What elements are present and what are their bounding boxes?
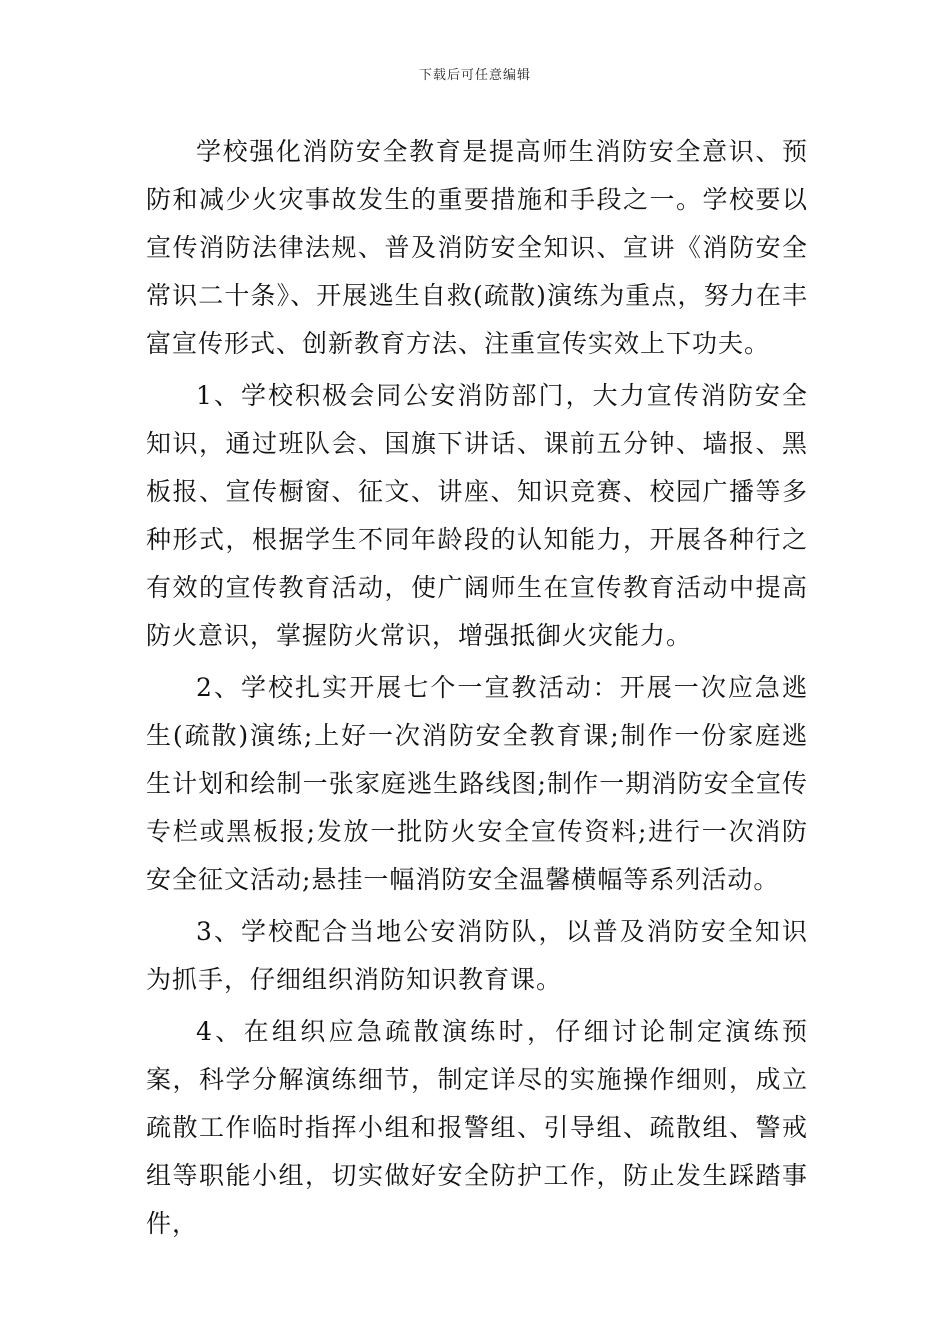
paragraph-item-2: 2、学校扎实开展七个一宣教活动：开展一次应急逃生(疏散)演练;上好一次消防安全教育课;制作一份家庭逃生计划和绘制一张家庭逃生路线图;制作一期消防安全宣传专栏或黑板报;发放一批防火安全宣传资料;进行一次消防安全征文活动;悬挂一幅消防安全温馨横幅等系列活动。 <box>146 673 808 894</box>
paragraph-item-4: 4、在组织应急疏散演练时，仔细讨论制定演练预案，科学分解演练细节，制定详尽的实施操作细则，成立疏散工作临时指挥小组和报警组、引导组、疏散组、警戒组等职能小组，切实做好安全防护工作，防止发生踩踏事件， <box>146 1017 808 1238</box>
paragraph-intro: 学校强化消防安全教育是提高师生消防安全意识、预防和减少火灾事故发生的重要措施和手段之一。学校要以宣传消防法律法规、普及消防安全知识、宣讲《消防安全常识二十条》、开展逃生自救(疏散)演练为重点，努力在丰富宣传形式、创新教育方法、注重宣传实效上下功夫。 <box>146 137 808 358</box>
header-note: 下载后可任意编辑 <box>418 68 531 83</box>
paragraph-item-3: 3、学校配合当地公安消防队，以普及消防安全知识为抓手，仔细组织消防知识教育课。 <box>146 917 808 994</box>
document-body <box>146 128 808 1248</box>
paragraph-item-1: 1、学校积极会同公安消防部门，大力宣传消防安全知识，通过班队会、国旗下讲话、课前五分钟、墙报、黑板报、宣传橱窗、征文、讲座、知识竞赛、校园广播等多种形式，根据学生不同年龄段的认知能力，开展各种行之有效的宣传教育活动，使广阔师生在宣传教育活动中提高防火意识，掌握防火常识，增强抵御火灾能力。 <box>146 381 808 650</box>
